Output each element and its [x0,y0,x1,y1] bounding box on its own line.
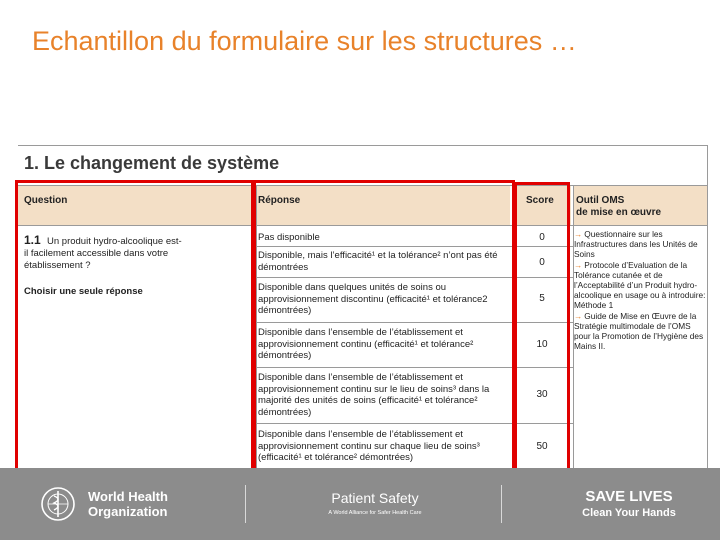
highlight-response-column [253,180,515,472]
patient-safety-title: Patient Safety [331,490,419,506]
tool-list [574,229,706,351]
score-cell: 5 [539,293,545,304]
arrow-icon: → [574,229,583,239]
response-cell: Disponible dans l’ensemble de l’établissement et approvisionnement continu sur le lieu de soins³ dans la majorité des unités de soins (efficacité¹ et tolérance² démontrées) [258,372,490,418]
score-cell: 10 [536,339,548,350]
highlight-question-column [15,180,254,472]
footer-divider [245,485,246,523]
save-lives-title: SAVE LIVES [585,488,673,505]
tool-item: → Guide de Mise en Œuvre de la Stratégie multimodale de l’OMS pour la Promotion de l’Hygiène des Mains II. [574,310,704,352]
arrow-icon: → [574,259,583,270]
section-title: 1. Le changement de système [24,153,280,173]
score-cell: 50 [536,441,548,452]
patient-safety-subtitle: A World Alliance for Safer Health Care [328,510,422,516]
header-score: Score [526,195,554,206]
response-cell: Pas disponible [258,232,320,243]
score-cell: 30 [536,389,548,400]
score-cell: 0 [539,257,545,268]
question-text-line3: établissement ? [24,260,91,271]
col-divider-right [707,145,708,470]
question-text-line2: il facilement accessible dans votre [24,248,169,259]
footer-divider [501,485,502,523]
header-question: Question [24,195,68,206]
header-tool-line2: de mise en œuvre [576,207,662,218]
question-instruction: Choisir une seule réponse [24,286,143,297]
slide-title: Echantillon du formulaire sur les structures … [32,26,577,56]
clean-hands-subtitle: Clean Your Hands [582,507,676,519]
question-text-line1: Un produit hydro-alcoolique est- [47,236,182,247]
response-cell: Disponible, mais l’efficacité¹ et la tolérance² n’ont pas été démontrées [258,250,498,273]
who-logo-text: World Health Organization [88,489,168,519]
footer-banner [0,468,720,540]
response-cell: Disponible dans l’ensemble de l’établissement et approvisionnement continu sur chaque lieu de soins³ (efficacité¹ et tolérance² démontrées) [258,429,480,463]
score-cell: 0 [539,232,545,243]
who-emblem-icon [40,486,76,522]
top-rule [18,145,708,146]
arrow-icon: → [574,310,583,321]
header-response: Réponse [258,195,301,206]
tool-item: → Questionnaire sur les Infrastructures dans les Unités de Soins [574,229,698,260]
header-tool-line1: Outil OMS [576,195,625,206]
highlight-score-column [514,182,570,472]
response-cell: Disponible dans l’ensemble de l’établissement et approvisionnement continu (efficacité¹ et tolérance² démontrées) [258,327,474,361]
tool-item: → Protocole d’Evaluation de la Tolérance cutanée et de l’Acceptabilité d’un Produit hydro-alcoolique en usage ou à introduire: Méthode 1 [574,259,706,311]
question-number: 1.1 [24,233,41,247]
response-cell: Disponible dans quelques unités de soins ou approvisionnement discontinu (efficacité¹ et tolérance2 démontrées) [258,282,488,316]
